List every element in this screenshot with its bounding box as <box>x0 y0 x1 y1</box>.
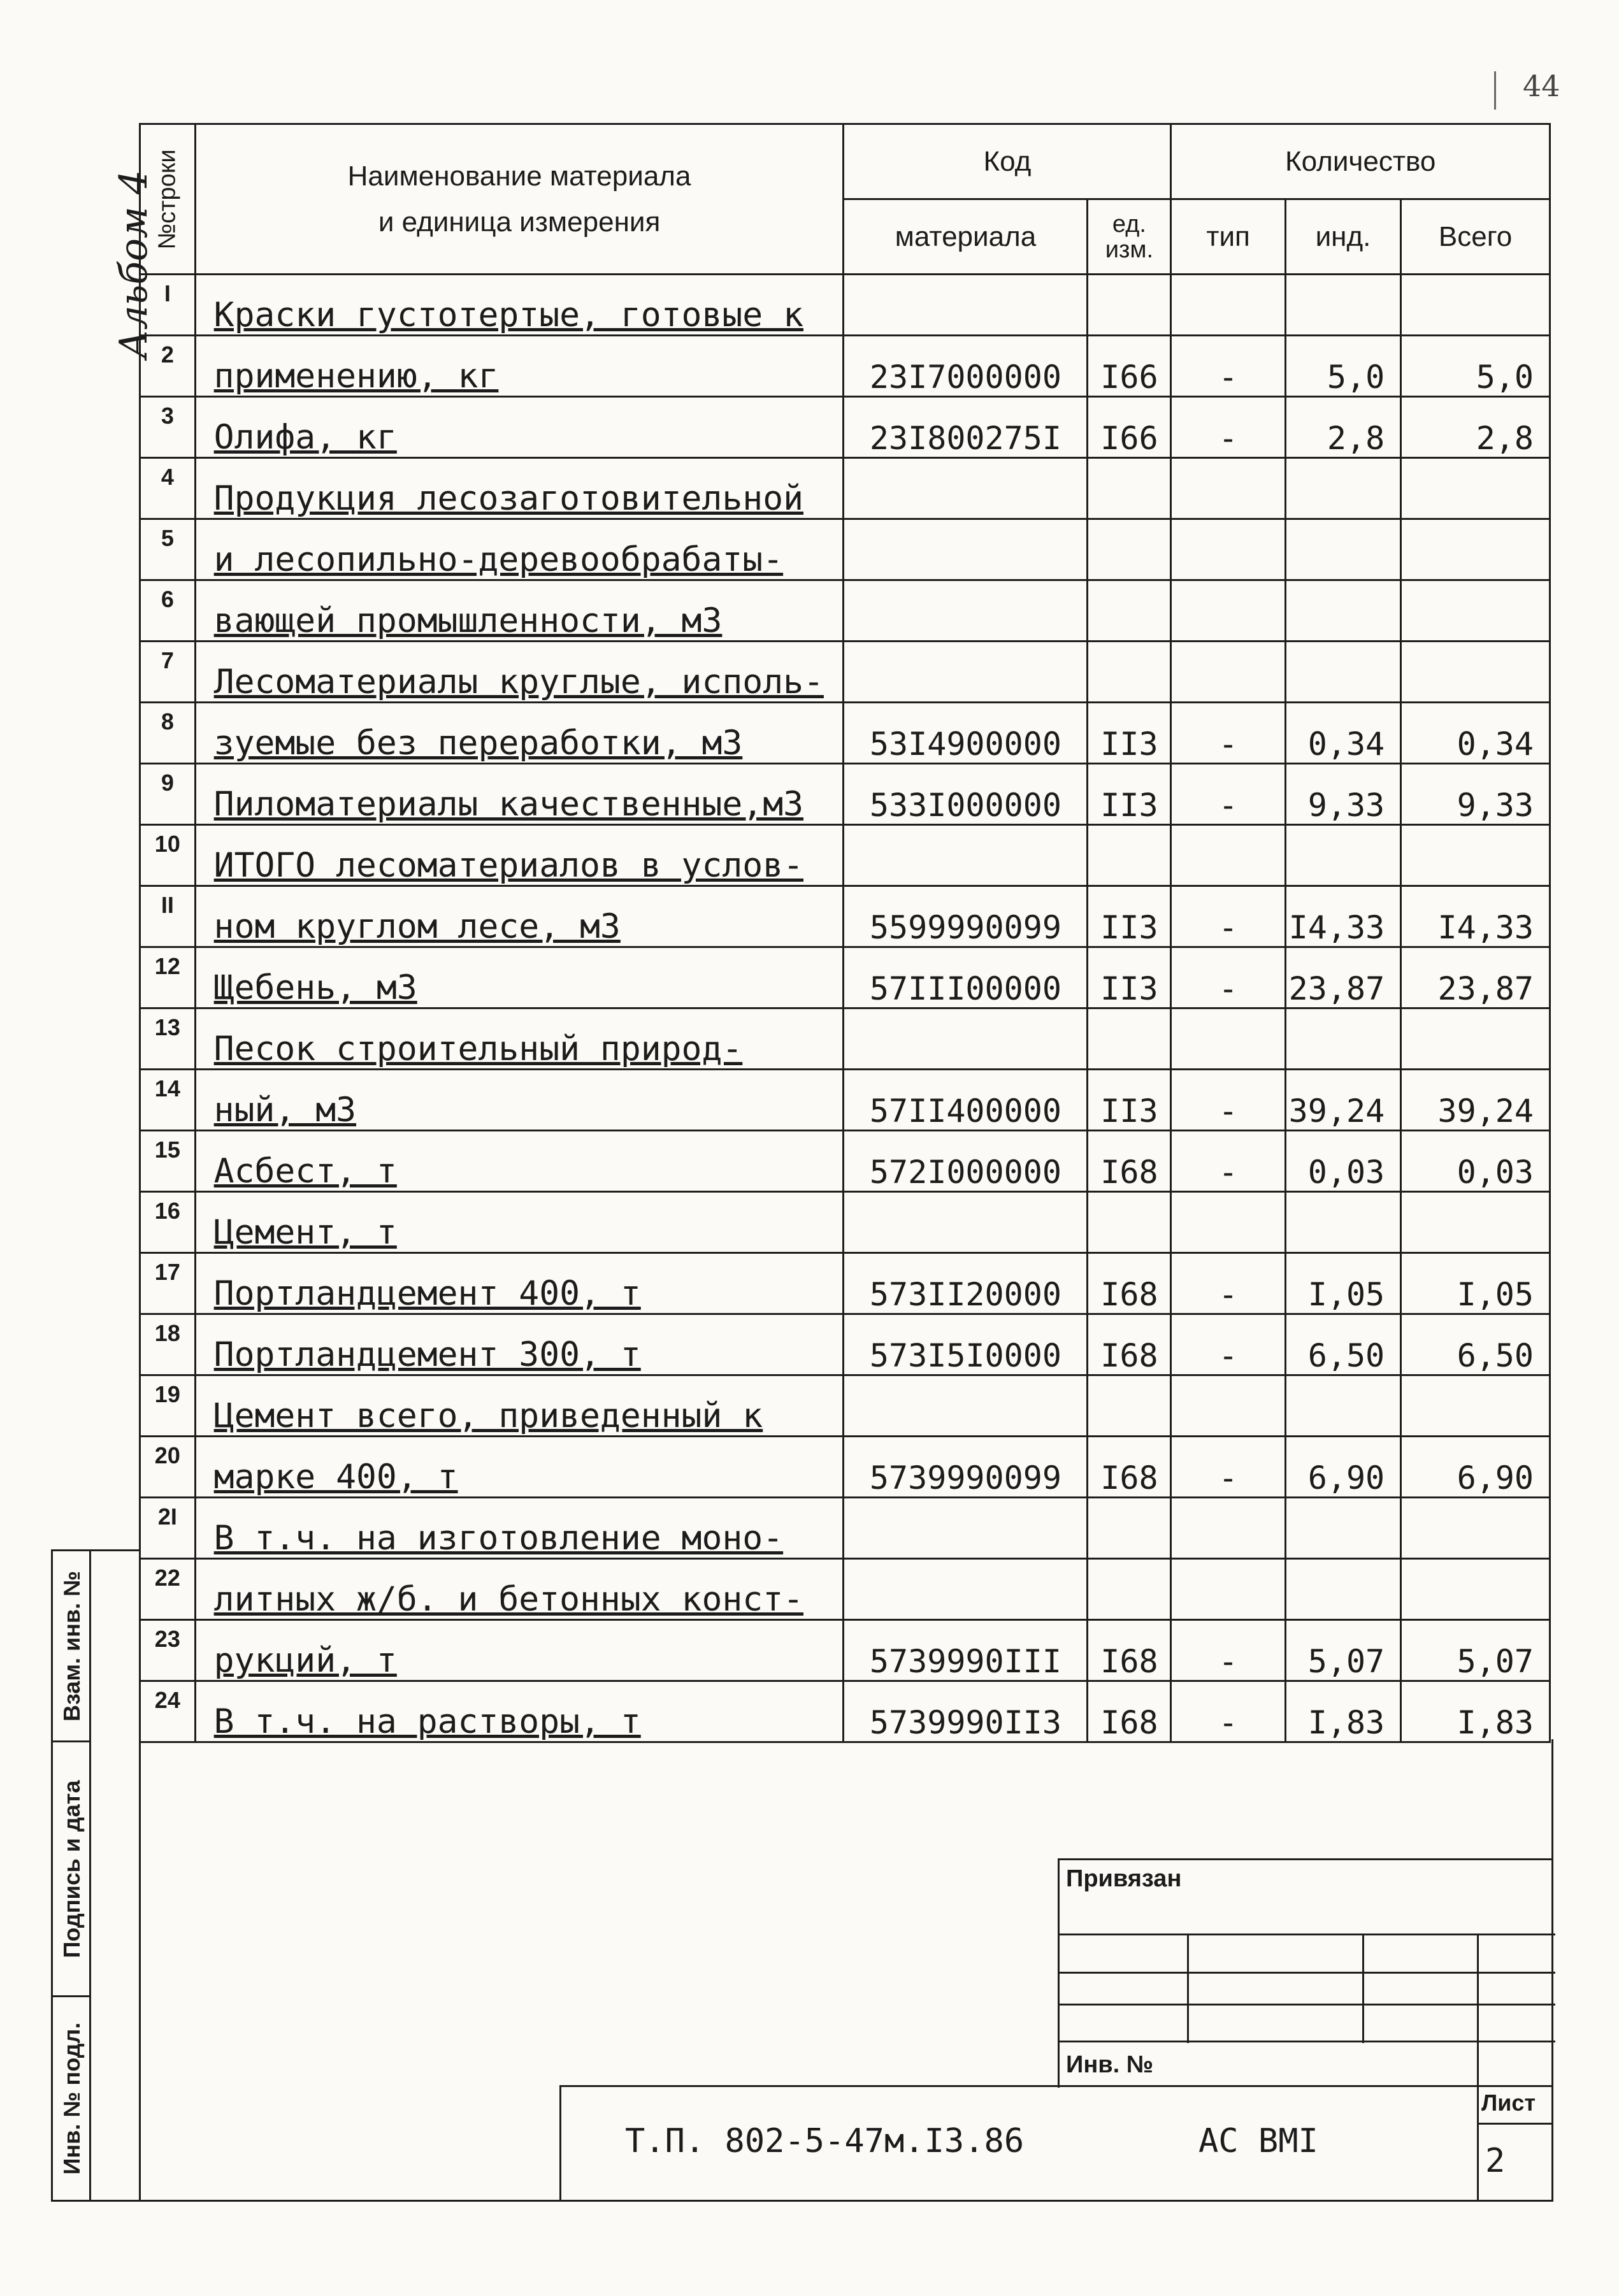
quantity-type: - <box>1171 1681 1285 1742</box>
material-name: рукций, т <box>195 1620 844 1681</box>
material-name: ИТОГО лесоматериалов в услов- <box>195 825 844 886</box>
material-name: литных ж/б. и бетонных конст- <box>195 1559 844 1620</box>
unit-code <box>1088 1559 1171 1620</box>
material-code <box>844 519 1088 580</box>
corner-sheet-number: 44 <box>1523 69 1560 103</box>
material-code: 5739990II3 <box>844 1681 1088 1742</box>
side-field-orig-inv-text: Инв. № подл. <box>59 2022 85 2175</box>
table-row <box>140 1192 1550 1253</box>
table-row <box>140 1008 1550 1070</box>
sheet-number: 2 <box>1485 2142 1506 2180</box>
table-row <box>140 336 1550 397</box>
material-code <box>844 1559 1088 1620</box>
row-number: 14 <box>140 1070 196 1131</box>
quantity-individual <box>1285 1498 1400 1559</box>
unit-code: II3 <box>1088 703 1171 764</box>
material-name: применению, кг <box>195 336 844 397</box>
side-field-replace-inv <box>53 1551 91 1742</box>
header-code-unit: ед. изм. <box>1088 199 1171 275</box>
quantity-individual <box>1285 642 1400 703</box>
material-name: вающей промышленности, м3 <box>195 580 844 642</box>
table-row <box>140 703 1550 764</box>
table-row <box>140 1314 1550 1375</box>
quantity-type: - <box>1171 1437 1285 1498</box>
table-row <box>140 1131 1550 1192</box>
quantity-total <box>1401 1008 1550 1070</box>
table-row <box>140 519 1550 580</box>
corner-mark <box>1494 71 1496 110</box>
material-code <box>844 825 1088 886</box>
quantity-total <box>1401 1192 1550 1253</box>
unit-code <box>1088 1008 1171 1070</box>
material-code <box>844 642 1088 703</box>
row-number: 20 <box>140 1437 196 1498</box>
quantity-individual <box>1285 275 1400 336</box>
quantity-type <box>1171 1498 1285 1559</box>
quantity-individual: 0,34 <box>1285 703 1400 764</box>
material-code <box>844 1008 1088 1070</box>
frame-left-border <box>139 1739 141 2202</box>
quantity-total <box>1401 1559 1550 1620</box>
quantity-individual: I,83 <box>1285 1681 1400 1742</box>
material-name: ный, м3 <box>195 1070 844 1131</box>
quantity-type <box>1171 458 1285 519</box>
quantity-type: - <box>1171 886 1285 947</box>
header-name-line2: и единица измерения <box>378 206 661 238</box>
table-row <box>140 764 1550 825</box>
quantity-type: - <box>1171 1070 1285 1131</box>
quantity-total <box>1401 580 1550 642</box>
side-field-orig-inv <box>53 1997 91 2200</box>
unit-code: I66 <box>1088 336 1171 397</box>
material-code: 5739990099 <box>844 1437 1088 1498</box>
quantity-type <box>1171 580 1285 642</box>
material-code: 573I5I0000 <box>844 1314 1088 1375</box>
row-number: I <box>140 275 196 336</box>
quantity-type <box>1171 642 1285 703</box>
header-quantity-group: Количество <box>1171 124 1550 199</box>
material-code: 572I000000 <box>844 1131 1088 1192</box>
material-code: 53I4900000 <box>844 703 1088 764</box>
material-name: ном круглом лесе, м3 <box>195 886 844 947</box>
stamp-vline <box>1362 1934 1364 2043</box>
quantity-total: I,05 <box>1401 1253 1550 1314</box>
material-name: Краски густотертые, готовые к <box>195 275 844 336</box>
stamp-line <box>1060 2041 1555 2042</box>
unit-code: I68 <box>1088 1681 1171 1742</box>
row-number: 7 <box>140 642 196 703</box>
stamp-line <box>1060 1934 1555 1935</box>
quantity-type: - <box>1171 1253 1285 1314</box>
quantity-type: - <box>1171 764 1285 825</box>
side-field-sign-date <box>53 1742 91 1997</box>
material-name: Цемент всего, приведенный к <box>195 1375 844 1437</box>
quantity-type <box>1171 1375 1285 1437</box>
row-number: 12 <box>140 947 196 1008</box>
row-number: 13 <box>140 1008 196 1070</box>
unit-code: I68 <box>1088 1314 1171 1375</box>
quantity-individual <box>1285 1008 1400 1070</box>
quantity-type <box>1171 519 1285 580</box>
materials-table <box>139 123 1551 1743</box>
stamp-line <box>1060 1972 1555 1974</box>
stamp-vline <box>1477 1934 1479 2090</box>
header-row-number <box>140 124 196 275</box>
table-row <box>140 1559 1550 1620</box>
quantity-type <box>1171 1008 1285 1070</box>
unit-code: I68 <box>1088 1437 1171 1498</box>
header-row-1 <box>140 124 1550 199</box>
row-number: 22 <box>140 1559 196 1620</box>
header-row-number-text: №строки <box>154 148 181 250</box>
unit-code <box>1088 275 1171 336</box>
unit-code <box>1088 642 1171 703</box>
material-name: Портландцемент 400, т <box>195 1253 844 1314</box>
sheet-box <box>1477 2087 1553 2202</box>
material-code: 5739990III <box>844 1620 1088 1681</box>
quantity-total: 5,07 <box>1401 1620 1550 1681</box>
material-name: Щебень, м3 <box>195 947 844 1008</box>
material-name: Асбест, т <box>195 1131 844 1192</box>
stamp-vline <box>1187 1934 1189 2043</box>
row-number: 19 <box>140 1375 196 1437</box>
table-row <box>140 397 1550 458</box>
material-name: зуемые без переработки, м3 <box>195 703 844 764</box>
quantity-individual: 5,07 <box>1285 1620 1400 1681</box>
row-number: 10 <box>140 825 196 886</box>
quantity-type: - <box>1171 1131 1285 1192</box>
row-number: 2 <box>140 336 196 397</box>
material-code: 23I7000000 <box>844 336 1088 397</box>
attachment-stamp <box>1058 1858 1553 2088</box>
material-code <box>844 1192 1088 1253</box>
material-code: 5599990099 <box>844 886 1088 947</box>
quantity-total: 5,0 <box>1401 336 1550 397</box>
table-row <box>140 275 1550 336</box>
quantity-total <box>1401 519 1550 580</box>
side-field-sign-date-text: Подпись и дата <box>59 1780 85 1958</box>
quantity-total: 0,03 <box>1401 1131 1550 1192</box>
row-number: 24 <box>140 1681 196 1742</box>
sheet-box-divider <box>1479 2123 1553 2125</box>
table-row <box>140 458 1550 519</box>
header-qty-type: тип <box>1171 199 1285 275</box>
quantity-individual: 0,03 <box>1285 1131 1400 1192</box>
quantity-total: 23,87 <box>1401 947 1550 1008</box>
quantity-total <box>1401 825 1550 886</box>
quantity-total: 6,90 <box>1401 1437 1550 1498</box>
stamp-line <box>1060 2004 1555 2005</box>
table-row <box>140 1253 1550 1314</box>
unit-code: II3 <box>1088 947 1171 1008</box>
unit-code <box>1088 1192 1171 1253</box>
material-code: 57II400000 <box>844 1070 1088 1131</box>
header-qty-ind: инд. <box>1285 199 1400 275</box>
quantity-individual <box>1285 519 1400 580</box>
stamp-attached-label: Привязан <box>1066 1865 1182 1892</box>
material-name: Песок строительный природ- <box>195 1008 844 1070</box>
quantity-total: 2,8 <box>1401 397 1550 458</box>
unit-code <box>1088 458 1171 519</box>
row-number: 5 <box>140 519 196 580</box>
album-label-text: Альбом 4 <box>112 169 156 359</box>
quantity-total <box>1401 458 1550 519</box>
quantity-type: - <box>1171 1620 1285 1681</box>
material-name: и лесопильно-деревообрабаты- <box>195 519 844 580</box>
row-number: 9 <box>140 764 196 825</box>
table-row <box>140 1498 1550 1559</box>
material-name: В т.ч. на растворы, т <box>195 1681 844 1742</box>
unit-code: II3 <box>1088 886 1171 947</box>
material-code: 23I800275I <box>844 397 1088 458</box>
unit-code: II3 <box>1088 764 1171 825</box>
material-code <box>844 458 1088 519</box>
unit-code: I68 <box>1088 1253 1171 1314</box>
table-row <box>140 1681 1550 1742</box>
quantity-total: 6,50 <box>1401 1314 1550 1375</box>
header-qty-total: Всего <box>1401 199 1550 275</box>
unit-code: II3 <box>1088 1070 1171 1131</box>
header-code-material: материала <box>844 199 1088 275</box>
material-name: Портландцемент 300, т <box>195 1314 844 1375</box>
quantity-individual: 9,33 <box>1285 764 1400 825</box>
quantity-total: 39,24 <box>1401 1070 1550 1131</box>
quantity-total: 0,34 <box>1401 703 1550 764</box>
material-name: Цемент, т <box>195 1192 844 1253</box>
material-name: Лесоматериалы круглые, исполь- <box>195 642 844 703</box>
quantity-individual <box>1285 825 1400 886</box>
side-field-replace-inv-text: Взам. инв. № <box>59 1570 85 1721</box>
quantity-individual <box>1285 1192 1400 1253</box>
quantity-individual: 5,0 <box>1285 336 1400 397</box>
quantity-individual <box>1285 458 1400 519</box>
quantity-individual: 6,90 <box>1285 1437 1400 1498</box>
quantity-total <box>1401 275 1550 336</box>
row-number: 16 <box>140 1192 196 1253</box>
quantity-individual: 2,8 <box>1285 397 1400 458</box>
sheet-label: Лист <box>1481 2090 1536 2116</box>
row-number: II <box>140 886 196 947</box>
unit-code <box>1088 580 1171 642</box>
quantity-individual: I,05 <box>1285 1253 1400 1314</box>
table-row <box>140 825 1550 886</box>
quantity-type <box>1171 1559 1285 1620</box>
row-number: 2I <box>140 1498 196 1559</box>
quantity-type <box>1171 825 1285 886</box>
material-code: 573II20000 <box>844 1253 1088 1314</box>
unit-code: I68 <box>1088 1620 1171 1681</box>
quantity-total: I,83 <box>1401 1681 1550 1742</box>
quantity-type: - <box>1171 336 1285 397</box>
table-row <box>140 947 1550 1008</box>
quantity-individual: I4,33 <box>1285 886 1400 947</box>
title-block <box>559 2085 1553 2202</box>
row-number: 23 <box>140 1620 196 1681</box>
row-number: 17 <box>140 1253 196 1314</box>
material-code <box>844 1498 1088 1559</box>
material-code <box>844 1375 1088 1437</box>
table-row <box>140 1437 1550 1498</box>
material-code <box>844 275 1088 336</box>
table-row <box>140 1375 1550 1437</box>
table-row <box>140 1620 1550 1681</box>
quantity-total <box>1401 1498 1550 1559</box>
row-number: 8 <box>140 703 196 764</box>
document-code: АС ВМI <box>1198 2122 1318 2160</box>
quantity-type: - <box>1171 703 1285 764</box>
quantity-type <box>1171 1192 1285 1253</box>
header-material-name <box>195 124 844 275</box>
quantity-type: - <box>1171 947 1285 1008</box>
row-number: 15 <box>140 1131 196 1192</box>
row-number: 6 <box>140 580 196 642</box>
table-row <box>140 1070 1550 1131</box>
quantity-total: I4,33 <box>1401 886 1550 947</box>
quantity-type <box>1171 275 1285 336</box>
quantity-total: 9,33 <box>1401 764 1550 825</box>
unit-code <box>1088 519 1171 580</box>
material-code: 533I000000 <box>844 764 1088 825</box>
project-code: Т.П. 802-5-47м.I3.86 <box>625 2122 1025 2160</box>
table-row <box>140 886 1550 947</box>
material-code <box>844 580 1088 642</box>
unit-code: I66 <box>1088 397 1171 458</box>
quantity-total <box>1401 1375 1550 1437</box>
stamp-inv-label: Инв. № <box>1066 2051 1154 2078</box>
row-number: 18 <box>140 1314 196 1375</box>
material-name: марке 400, т <box>195 1437 844 1498</box>
material-name: Пиломатериалы качественные,м3 <box>195 764 844 825</box>
quantity-type: - <box>1171 1314 1285 1375</box>
material-code: 57III00000 <box>844 947 1088 1008</box>
material-name: В т.ч. на изготовление моно- <box>195 1498 844 1559</box>
table-row <box>140 642 1550 703</box>
quantity-total <box>1401 642 1550 703</box>
material-name: Олифа, кг <box>195 397 844 458</box>
quantity-individual <box>1285 1375 1400 1437</box>
unit-code <box>1088 1375 1171 1437</box>
quantity-individual <box>1285 580 1400 642</box>
unit-code <box>1088 825 1171 886</box>
quantity-individual: 23,87 <box>1285 947 1400 1008</box>
header-name-line1: Наименование материала <box>347 160 691 192</box>
row-number: 4 <box>140 458 196 519</box>
unit-code: I68 <box>1088 1131 1171 1192</box>
quantity-individual: 6,50 <box>1285 1314 1400 1375</box>
material-name: Продукция лесозаготовительной <box>195 458 844 519</box>
side-fields-strip <box>51 1549 139 2202</box>
quantity-type: - <box>1171 397 1285 458</box>
header-code-group: Код <box>844 124 1171 199</box>
quantity-individual: 39,24 <box>1285 1070 1400 1131</box>
unit-code <box>1088 1498 1171 1559</box>
quantity-individual <box>1285 1559 1400 1620</box>
row-number: 3 <box>140 397 196 458</box>
table-row <box>140 580 1550 642</box>
